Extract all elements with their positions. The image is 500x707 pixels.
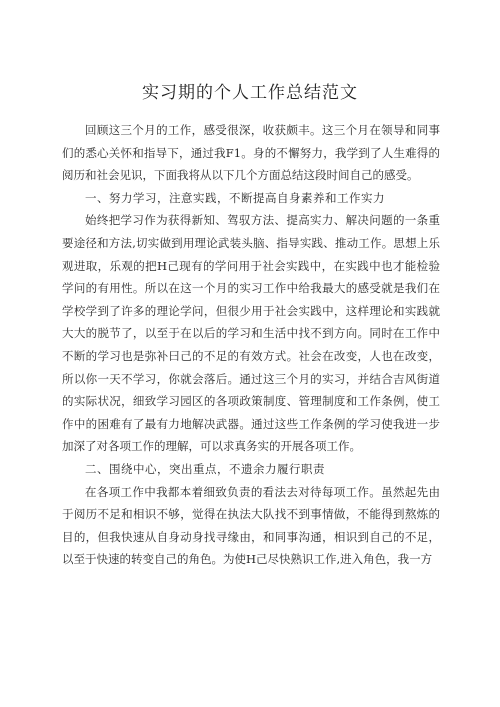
document-body (62, 119, 440, 571)
paragraph-section-1: 始终把学习作为获得新知、驾驭方法、提高实力、解决问题的一条重要途径和方法,切实做到用理论武装头脑、指导实践、推动工作。思想上乐观进取，乐观的把H己现有的学问用于社会实践中，在实践中也才能检验学问的有用性。所以在这一个月的实习工作中给我最大的感受就是我们在学校学到了许多的理论学问，但很少用于社会实践中，这样理论和实践就大大的脱节了，以至于在以后的学习和生活中找不到方向。同时在工作中不断的学习也是弥补曰己的不足的有效方式。社会在改变，人也在改变，所以你一天不学习，你就会落后。通过这三个月的实习，并结合吉风街道的实际状况，细致学习园区的各项政策制度、管理制度和工作条例，使工作中的困难有了最有力地解决武器。通过这些工作条例的学习使我进一步加深了对各项工作的理解，可以求真务实的开展各项工作。 (62, 213, 440, 454)
section-heading-1: 一、努力学习，注意实践，不断提高自身素养和工作实力 (85, 190, 385, 205)
section-heading-2: 二、围绕中心，突出重点，不遗余力履行职责 (85, 461, 325, 476)
paragraph-intro: 回顾这三个月的工作，感受很深，收获颇丰。这三个月在领导和同事们的悉心关怀和指导下，通过我F1。身的不懈努力，我学到了人生难得的阅历和社会见识，下面我将从以下几个方面总结这段时间自己的感受。 (62, 123, 440, 183)
document-title: 实习期的个人工作总结范文 (142, 83, 358, 103)
paragraph-section-2: 在各项工作中我都本着细致负责的看法去对待每项工作。虽然起先由于阅历不足和相识不够，觉得在执法大队找不到事情做，不能得到熬炼的目的，但我快速从自身动身找寻缘由，和同事沟通，相识到自己的不足，以至于快速的转变自己的角色。为使H己尽快熟识工作,进入角色，我一方 (62, 484, 440, 567)
